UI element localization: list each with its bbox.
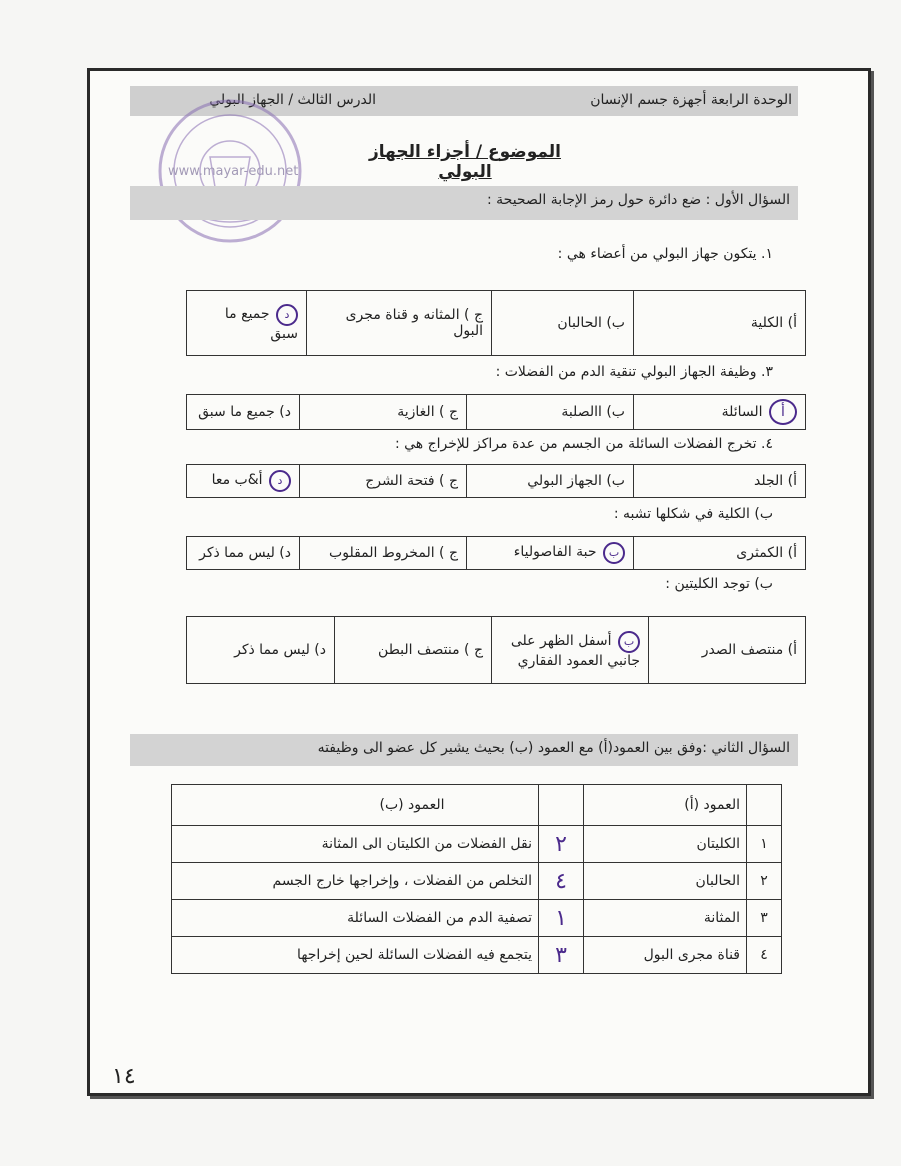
option-a[interactable]: أ) الكمثرى bbox=[634, 537, 806, 570]
school-stamp-icon bbox=[150, 97, 310, 245]
q1-item1-stem: ١. يتكون جهاز البولي من أعضاء هي : bbox=[557, 246, 773, 262]
matching-table bbox=[171, 784, 782, 974]
answer-circle-icon: أ bbox=[769, 399, 797, 425]
q1-item2-stem: ٣. وظيفة الجهاز البولي تنقية الدم من الفضلات : bbox=[495, 364, 773, 380]
answer-circle-icon: ب bbox=[603, 542, 625, 564]
option-b[interactable]: ب) الجهاز البولي bbox=[467, 465, 634, 498]
table-header-row bbox=[172, 785, 782, 826]
option-c[interactable]: ج ) منتصف البطن bbox=[335, 617, 492, 684]
q2-heading-bar bbox=[130, 734, 798, 766]
page-number: ١٤ bbox=[112, 1064, 136, 1089]
q1-item4-stem: ب) الكلية في شكلها تشبه : bbox=[613, 506, 773, 522]
page-title: الموضوع / أجزاء الجهاز البولي bbox=[369, 142, 561, 182]
answer-circle-icon: د bbox=[269, 470, 291, 492]
option-a[interactable]: أ) الجلد bbox=[634, 465, 806, 498]
option-c[interactable]: ج ) الغازية bbox=[300, 395, 467, 430]
option-b[interactable]: ب) االصلبة bbox=[467, 395, 634, 430]
option-a[interactable]: أ) منتصف الصدر bbox=[649, 617, 806, 684]
q1-heading-bar bbox=[130, 186, 798, 220]
option-b[interactable]: ب أسفل الظهر على جانبي العمود الفقاري bbox=[492, 617, 649, 684]
option-c[interactable]: ج ) المخروط المقلوب bbox=[300, 537, 467, 570]
option-d[interactable]: د) ليس مما ذكر bbox=[187, 617, 335, 684]
option-d[interactable]: د أ&ب معا bbox=[187, 465, 300, 498]
unit-title: الوحدة الرابعة أجهزة جسم الإنسان bbox=[590, 92, 792, 108]
q1-item1-options bbox=[186, 290, 806, 356]
col-a-header: العمود (أ) bbox=[584, 785, 747, 826]
option-b[interactable]: ب) الحالبان bbox=[492, 291, 634, 356]
option-d[interactable]: د) جميع ما سبق bbox=[187, 395, 300, 430]
answer-input[interactable]: ٢ bbox=[539, 826, 584, 863]
q1-item5-options bbox=[186, 616, 806, 684]
answer-input[interactable]: ٣ bbox=[539, 937, 584, 974]
q2-heading: السؤال الثاني :وفق بين العمود(أ) مع العمود (ب) بحيث يشير كل عضو الى وظيفته bbox=[317, 740, 790, 756]
answer-circle-icon: ب bbox=[618, 631, 640, 653]
q1-item3-stem: ٤. تخرج الفضلات السائلة من الجسم من عدة مراكز للإخراج هي : bbox=[394, 436, 773, 452]
option-a[interactable]: أ السائلة bbox=[634, 395, 806, 430]
q1-item3-options bbox=[186, 464, 806, 498]
col-b-header: العمود (ب) bbox=[172, 785, 539, 826]
table-row: ١ الكليتان ٢ نقل الفضلات من الكليتان الى المثانة bbox=[172, 826, 782, 863]
option-a[interactable]: أ) الكلية bbox=[634, 291, 806, 356]
table-row: ٣ المثانة ١ تصفية الدم من الفضلات السائلة bbox=[172, 900, 782, 937]
q1-item4-options bbox=[186, 536, 806, 570]
q1-item2-options bbox=[186, 394, 806, 430]
table-row: ٤ قناة مجرى البول ٣ يتجمع فيه الفضلات السائلة لحين إخراجها bbox=[172, 937, 782, 974]
option-c[interactable]: ج ) المثانه و قناة مجرى البول bbox=[307, 291, 492, 356]
table-row: ٢ الحالبان ٤ التخلص من الفضلات ، وإخراجها خارج الجسم bbox=[172, 863, 782, 900]
lesson-title: الدرس الثالث / الجهاز البولي bbox=[209, 92, 376, 108]
answer-input[interactable]: ٤ bbox=[539, 863, 584, 900]
option-b[interactable]: ب حبة الفاصولياء bbox=[467, 537, 634, 570]
option-c[interactable]: ج ) فتحة الشرج bbox=[300, 465, 467, 498]
option-d[interactable]: د) ليس مما ذكر bbox=[187, 537, 300, 570]
q1-heading: السؤال الأول : ضع دائرة حول رمز الإجابة الصحيحة : bbox=[487, 192, 790, 208]
answer-circle-icon: د bbox=[276, 304, 298, 326]
answer-input[interactable]: ١ bbox=[539, 900, 584, 937]
stamp-url: www.mayar-edu.net bbox=[168, 164, 299, 179]
q1-item5-stem: ب) توجد الكليتين : bbox=[665, 576, 773, 592]
option-d[interactable]: د جميع ما سبق bbox=[187, 291, 307, 356]
